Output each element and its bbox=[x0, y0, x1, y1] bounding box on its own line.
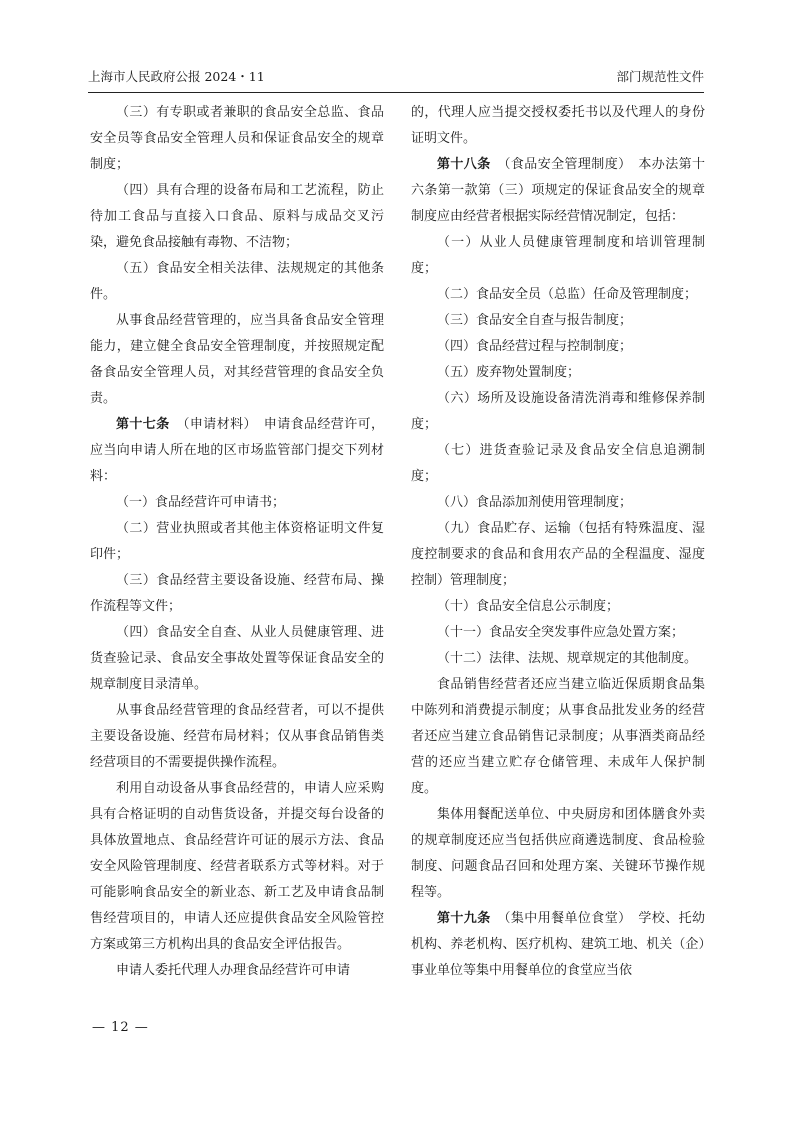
paragraph-text: 集体用餐配送单位、中央厨房和团体膳食外卖的规章制度还应当包括供应商遴选制度、食品检验制度、问题食品召回和处理方案、关键环节操作规程等。 bbox=[411, 807, 705, 900]
running-header bbox=[88, 68, 704, 86]
paragraph bbox=[90, 256, 384, 308]
paragraph-text: （五）废弃物处置制度； bbox=[437, 365, 581, 380]
paragraph-text: 食品销售经营者还应当建立临近保质期食品集中陈列和消费提示制度；从事食品批发业务的经营者还应当建立食品销售记录制度；从事酒类商品经营的还应当建立贮存仓储管理、未成年人保护制度。 bbox=[411, 677, 705, 796]
paragraph-text: （三）有专职或者兼职的食品安全总监、食品安全员等食品安全管理人员和保证食品安全的规章制度； bbox=[90, 105, 384, 172]
paragraph-text: （三）食品经营主要设备设施、经营布局、操作流程等文件； bbox=[90, 573, 384, 614]
paragraph bbox=[90, 958, 384, 984]
paragraph-text: （十一）食品安全突发事件应急处置方案； bbox=[437, 625, 685, 640]
paragraph-text: （十二）法律、法规、规章规定的其他制度。 bbox=[437, 651, 698, 666]
paragraph bbox=[411, 334, 705, 360]
paragraph bbox=[90, 308, 384, 412]
article-heading: 第十九条 bbox=[437, 911, 491, 926]
paragraph-text: （二）营业执照或者其他主体资格证明文件复印件； bbox=[90, 521, 384, 562]
page-number: — 12 — bbox=[92, 1020, 149, 1035]
paragraph-text: （申请材料） 申请食品经营许可，应当向申请人所在地的区市场监管部门提交下列材料： bbox=[90, 417, 384, 484]
publication-title: 上海市人民政府公报 2024・11 bbox=[88, 69, 265, 84]
paragraph bbox=[90, 568, 384, 620]
paragraph bbox=[411, 360, 705, 386]
article-heading: 第十七条 bbox=[116, 417, 170, 432]
paragraph-text: （五）食品安全相关法律、法规规定的其他条件。 bbox=[90, 261, 384, 302]
paragraph bbox=[411, 438, 705, 490]
paragraph bbox=[90, 620, 384, 698]
paragraph-text: （一）从业人员健康管理制度和培训管理制度； bbox=[411, 235, 705, 276]
paragraph bbox=[411, 672, 705, 802]
paragraph-text: （四）食品安全自查、从业人员健康管理、进货查验记录、食品安全事故处置等保证食品安全的规章制度目录清单。 bbox=[90, 625, 384, 692]
paragraph-text: （食品安全管理制度） 本办法第十六条第一款第（三）项规定的保证食品安全的规章制度应由经营者根据实际经营情况制定，包括： bbox=[411, 157, 705, 224]
paragraph bbox=[90, 412, 384, 490]
paragraph-text: 的，代理人应当提交授权委托书以及代理人的身份证明文件。 bbox=[411, 105, 705, 146]
paragraph bbox=[90, 776, 384, 958]
paragraph bbox=[411, 490, 705, 516]
paragraph bbox=[411, 308, 705, 334]
paragraph-text: （集中用餐单位食堂） 学校、托幼机构、养老机构、医疗机构、建筑工地、机关（企）事业单位等集中用餐单位的食堂应当依 bbox=[411, 911, 705, 978]
paragraph-text: 从事食品经营管理的食品经营者，可以不提供主要设备设施、经营布局材料；仅从事食品销售类经营项目的不需要提供操作流程。 bbox=[90, 703, 384, 770]
paragraph-text: 利用自动设备从事食品经营的，申请人应采购具有合格证明的自动售货设备，并提交每台设备的具体放置地点、食品经营许可证的展示方法、食品安全风险管理制度、经营者联系方式等材料。对于可能影响食品安全的新业态、新工艺及申请食品制售经营项目的，申请人还应提供食品安全风险管控方案或第三方机构出具的食品安全评估报告。 bbox=[90, 781, 384, 952]
paragraph bbox=[411, 906, 705, 984]
paragraph bbox=[90, 178, 384, 256]
paragraph-text: （三）食品安全自查与报告制度； bbox=[437, 313, 633, 328]
paragraph bbox=[411, 386, 705, 438]
paragraph bbox=[411, 802, 705, 906]
paragraph-text: （十）食品安全信息公示制度； bbox=[437, 599, 620, 614]
section-title: 部门规范性文件 bbox=[616, 69, 704, 84]
paragraph bbox=[411, 594, 705, 620]
paragraph bbox=[90, 698, 384, 776]
paragraph bbox=[411, 230, 705, 282]
paragraph-text: 从事食品经营管理的，应当具备食品安全管理能力，建立健全食品安全管理制度，并按照规定配备食品安全管理人员，对其经营管理的食品安全负责。 bbox=[90, 313, 384, 406]
paragraph-text: （四）具有合理的设备布局和工艺流程，防止待加工食品与直接入口食品、原料与成品交叉污染，避免食品接触有毒物、不洁物； bbox=[90, 183, 384, 250]
paragraph bbox=[90, 100, 384, 178]
paragraph bbox=[411, 100, 705, 152]
left-column bbox=[90, 100, 384, 984]
paragraph bbox=[90, 516, 384, 568]
header-rule bbox=[88, 92, 704, 93]
paragraph-text: （二）食品安全员（总监）任命及管理制度； bbox=[437, 287, 698, 302]
paragraph-text: （七）进货查验记录及食品安全信息追溯制度； bbox=[411, 443, 705, 484]
paragraph-text: （四）食品经营过程与控制制度； bbox=[437, 339, 633, 354]
paragraph bbox=[411, 646, 705, 672]
paragraph-text: （八）食品添加剂使用管理制度； bbox=[437, 495, 633, 510]
article-heading: 第十八条 bbox=[437, 157, 491, 172]
paragraph bbox=[411, 516, 705, 594]
paragraph bbox=[90, 490, 384, 516]
paragraph-text: （六）场所及设施设备清洗消毒和维修保养制度； bbox=[411, 391, 705, 432]
right-column bbox=[411, 100, 705, 984]
paragraph-text: 申请人委托代理人办理食品经营许可申请 bbox=[116, 963, 351, 978]
paragraph-text: （一）食品经营许可申请书； bbox=[116, 495, 286, 510]
paragraph-text: （九）食品贮存、运输（包括有特殊温度、湿度控制要求的食品和食用农产品的全程温度、湿度控制）管理制度； bbox=[411, 521, 705, 588]
paragraph bbox=[411, 152, 705, 230]
paragraph bbox=[411, 620, 705, 646]
paragraph bbox=[411, 282, 705, 308]
